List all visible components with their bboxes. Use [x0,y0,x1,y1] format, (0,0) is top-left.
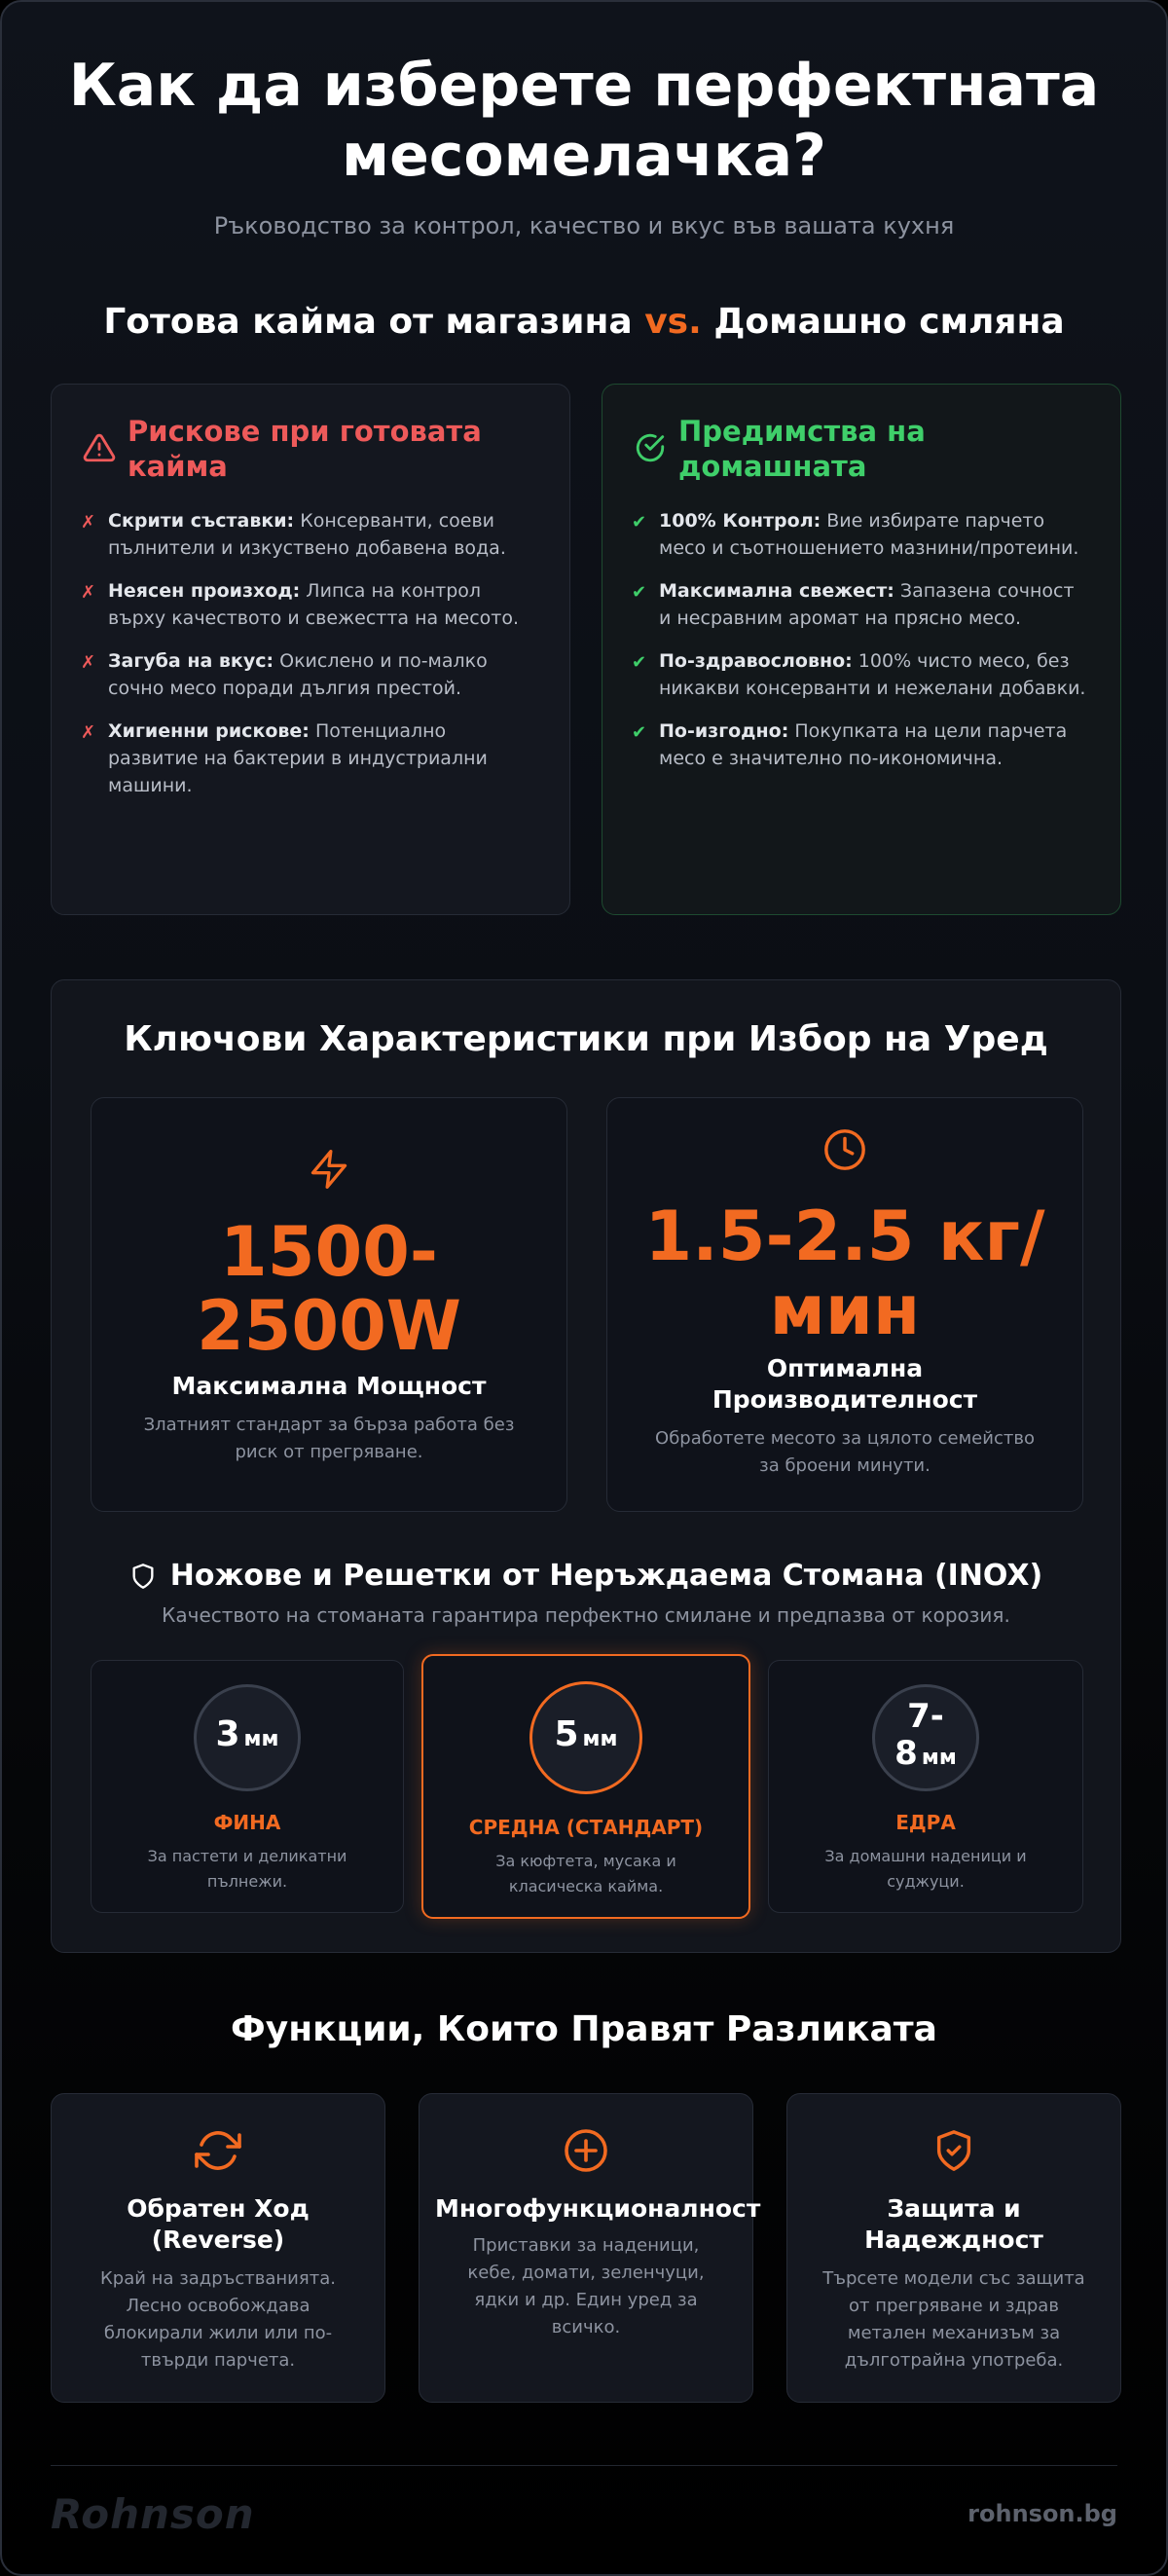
advantages-card-title: Предимства на домашната [678,415,926,483]
brand-logo: Rohnson [51,2490,255,2538]
title-line-2: месомелачка? [342,122,826,190]
function-title: Обратен Ход (Reverse) [127,2194,310,2254]
function-title: Многофункционалност [435,2194,761,2223]
page-subtitle: Ръководство за контрол, качество и вкус във вашата кухня [213,212,955,239]
function-card-multifunction [419,2093,761,2403]
function-description: Приставки за наденици, кебе, домати, зеленчуци, ядки и др. Един уред за всичко. [467,2235,705,2337]
throughput-value-line-1: 1.5-2.5 кг/ [644,1196,1045,1276]
plate-description: За домашни наденици и суджуци. [824,1847,1027,1891]
plate-description: За пастети и деликатни пълнежи. [147,1847,347,1891]
risks-card-header [83,414,546,484]
list-item [81,577,540,632]
throughput-value-line-2: мин [769,1270,921,1350]
item-text: 100% чисто месо, без никакви консерванти и нежелани добавки. [659,650,1086,699]
shield-check-icon [787,2127,1120,2174]
power-description: Златният стандарт за бърза работа без риск от прегряване. [143,1415,515,1462]
website-link[interactable]: rohnson.bg [967,2500,1117,2527]
plate-name: СРЕДНА (СТАНДАРТ) [468,1816,704,1839]
key-features-section [51,979,1121,1953]
comparison-left-label: Готова кайма от магазина [103,302,633,342]
throughput-value [607,1196,1082,1350]
item-bold: Хигиенни рискове: [108,720,310,742]
plate-unit: мм [921,1746,957,1770]
function-description: Търсете модели със защита от прегряване и здрав метален механизъм за дълготрайна употреба. [822,2268,1085,2371]
throughput-stat-card [606,1097,1083,1512]
plate-name: ЕДРА [895,1811,956,1834]
cross-icon: ✗ [81,652,96,673]
risks-list [81,507,540,815]
item-bold: Неясен произход: [108,580,301,602]
plate-unit: мм [243,1727,279,1751]
cross-icon: ✗ [81,722,96,743]
power-stat-card [91,1097,567,1512]
list-item [81,647,540,702]
function-card-protection [786,2093,1121,2403]
item-text: Покупката на цели парчета месо е значително по-икономична. [659,720,1068,769]
throughput-label-line-2: Производителност [712,1385,978,1414]
power-value-line-2: 2500W [196,1286,462,1366]
plus-circle-icon [420,2127,752,2174]
list-item [81,507,540,562]
function-description: Край на задръстванията. Лесно освобождава блокирали жили или по-твърди парчета. [100,2268,336,2371]
list-item [632,577,1091,632]
plate-card-coarse [768,1660,1083,1913]
comparison-right-label: Домашно смляна [713,302,1065,342]
reverse-arrows-icon [52,2127,384,2174]
comparison-heading [2,302,1166,342]
item-text: Липса на контрол върху качеството и свежестта на месото. [108,580,520,629]
plate-size-badge [872,1684,979,1791]
list-item [81,718,540,799]
check-icon: ✔ [632,652,647,673]
throughput-description: Обработете месото за цялото семейство за броени минути. [655,1428,1035,1476]
advantages-card [602,384,1121,915]
footer-divider [51,2465,1117,2466]
check-icon: ✔ [632,512,647,533]
check-circle-icon [634,431,667,464]
power-value-line-1: 1500- [220,1212,438,1292]
plate-size: 3 [215,1714,240,1754]
functions-title: Функции, Които Правят Разликата [231,2009,937,2049]
throughput-label [627,1353,1063,1416]
advantages-card-header [634,414,1097,484]
plate-name: ФИНА [213,1811,281,1834]
item-bold: По-изгодно: [659,720,789,742]
throughput-label-line-1: Оптимална [766,1354,924,1382]
function-title: Защита и Надеждност [864,2194,1043,2254]
plate-description: За кюфтета, мусака и класическа кайма. [495,1852,676,1895]
warning-triangle-icon [83,431,116,464]
plate-unit: мм [582,1727,618,1751]
item-text: Окислено и по-малко сочно месо поради дългия престой. [108,650,488,699]
function-card-reverse [51,2093,385,2403]
advantages-list [632,507,1091,788]
inox-heading [52,1559,1120,1593]
title-line-1: Как да изберете перфектната [68,52,1100,120]
vs-label: vs. [644,302,702,342]
plate-size-line-1: 7- [907,1697,944,1736]
shield-icon [129,1561,157,1592]
cross-icon: ✗ [81,582,96,603]
plate-size-line-2: 8 [894,1734,918,1773]
item-bold: Загуба на вкус: [108,650,274,672]
list-item [632,647,1091,702]
plate-card-fine [91,1660,404,1913]
item-bold: Максимална свежест: [659,580,894,602]
list-item [632,718,1091,772]
lightning-icon [91,1147,566,1192]
plate-size-badge [529,1681,642,1794]
inox-subtitle: Качеството на стоманата гарантира перфектно смилане и предпазва от корозия. [162,1603,1010,1627]
item-bold: 100% Контрол: [659,510,821,532]
item-bold: Скрити съставки: [108,510,295,532]
plate-card-medium [421,1654,750,1919]
power-value [91,1212,566,1366]
item-bold: По-здравословно: [659,650,853,672]
risks-card-title: Рискове при готовата кайма [128,415,482,483]
plate-size: 5 [554,1714,579,1754]
item-text: Запазена сочност и несравним аромат на прясно месо. [659,580,1075,629]
item-text: Потенциално развитие на бактерии в индустриални машини. [108,720,488,796]
item-text: Консерванти, соеви пълнители и изкуствено добавена вода. [108,510,506,559]
risks-card [51,384,570,915]
inox-title-text: Ножове и Решетки от Неръждаема Стомана (INOX) [169,1559,1043,1593]
page-title [2,51,1166,191]
check-icon: ✔ [632,582,647,603]
plate-size-badge [194,1684,301,1791]
power-label: Максимална Мощност [171,1372,487,1400]
list-item [632,507,1091,562]
check-icon: ✔ [632,722,647,743]
key-features-title: Ключови Характеристики при Избор на Уред [124,1019,1048,1059]
cross-icon: ✗ [81,512,96,533]
clock-icon [607,1127,1082,1172]
item-text: Вие избирате парчето месо и съотношението мазнини/протеини. [659,510,1079,559]
